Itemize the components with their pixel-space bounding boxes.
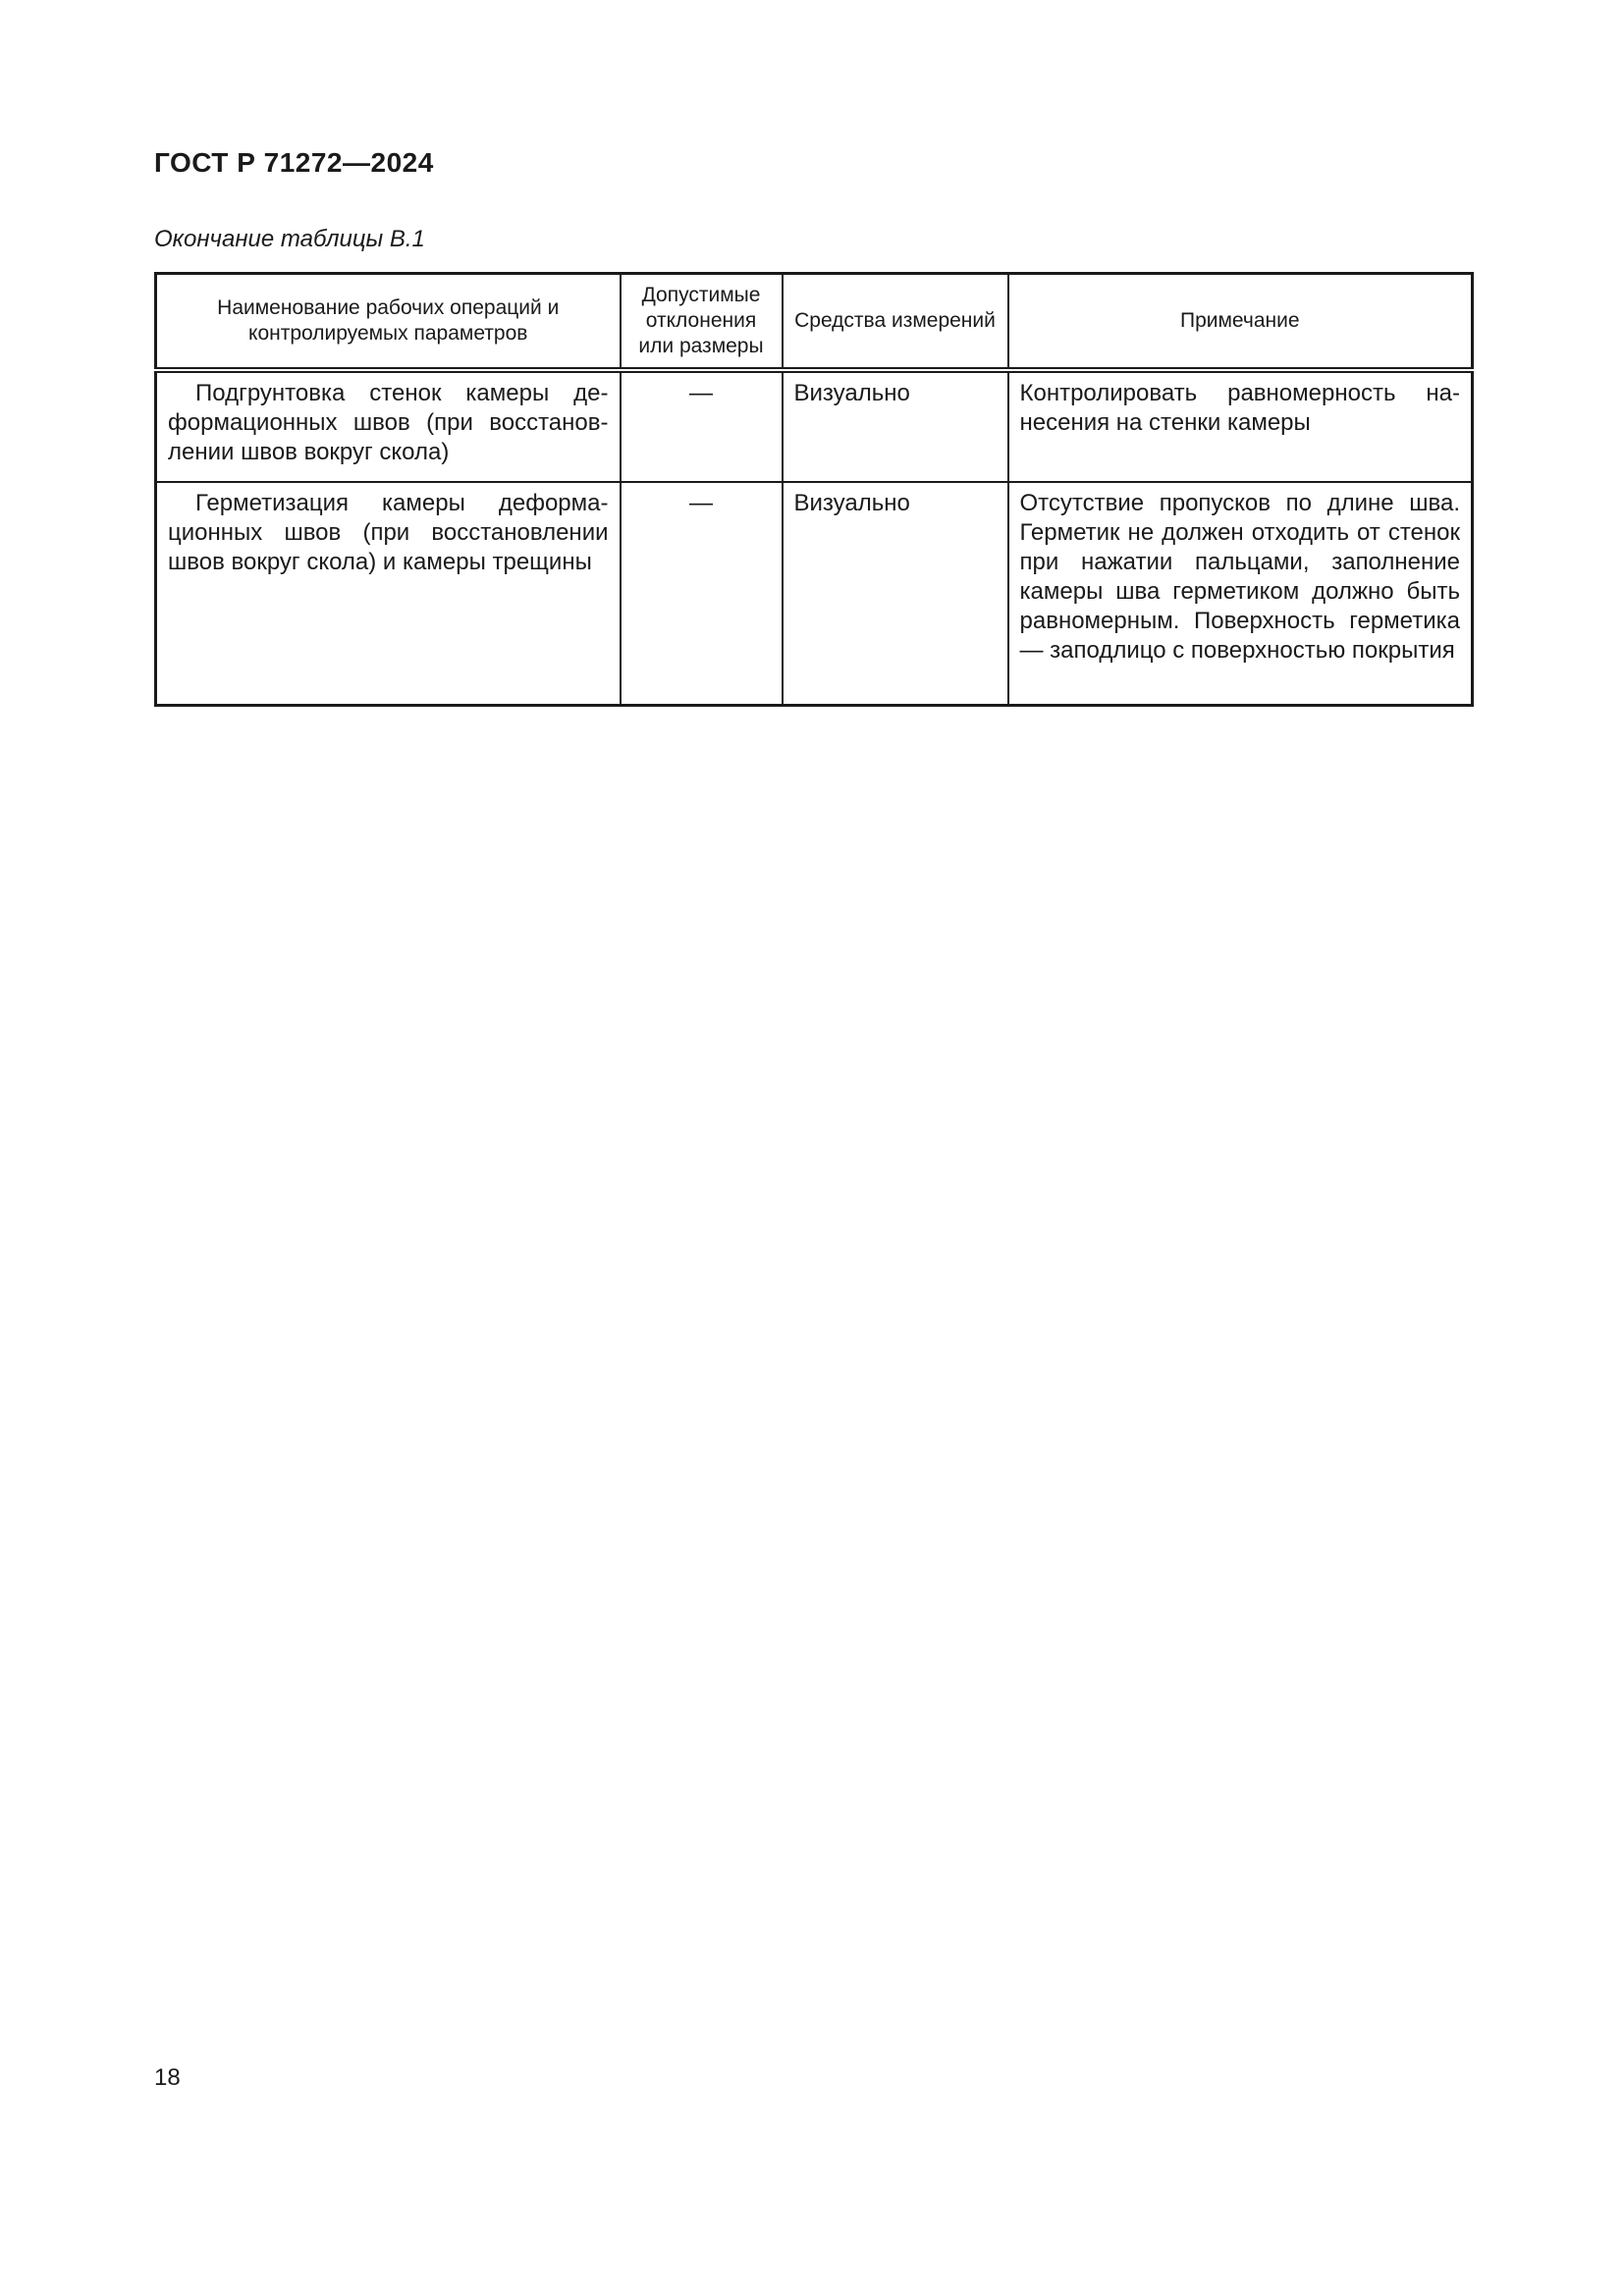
col-header-operations: Наименование рабочих операций и контролируемых параметров bbox=[156, 274, 621, 371]
cell-tolerance: — bbox=[621, 370, 783, 482]
col-header-note: Примечание bbox=[1008, 274, 1473, 371]
document-code-header: ГОСТ Р 71272—2024 bbox=[154, 147, 434, 178]
cell-measuring-means: Визуально bbox=[783, 482, 1008, 705]
cell-note: Контролировать равномерность нанесения на стенки камеры bbox=[1008, 370, 1473, 482]
col-header-tolerances: Допустимые отклонения или размеры bbox=[621, 274, 783, 371]
cell-measuring-means: Визуально bbox=[783, 370, 1008, 482]
page-number: 18 bbox=[154, 2064, 181, 2091]
table-header-row bbox=[156, 274, 1473, 371]
table-row bbox=[156, 370, 1473, 482]
cell-tolerance: — bbox=[621, 482, 783, 705]
col-header-measuring-means: Средства измерений bbox=[783, 274, 1008, 371]
table-caption: Окончание таблицы В.1 bbox=[154, 226, 425, 252]
control-operations-table bbox=[154, 272, 1474, 707]
cell-operation: Подгрунтовка стенок камеры деформационных швов (при восстановлении швов вокруг скола) bbox=[156, 370, 621, 482]
cell-note: Отсутствие пропусков по длине шва. Герметик не должен отходить от стенок при нажатии пальцами, заполнение камеры шва герметиком должно быть равномерным. Поверхность герметика — заподлицо с поверхностью покрытия bbox=[1008, 482, 1473, 705]
table-row bbox=[156, 482, 1473, 705]
cell-operation: Герметизация камеры деформационных швов (при восстановлении швов вокруг скола) и камеры трещины bbox=[156, 482, 621, 705]
